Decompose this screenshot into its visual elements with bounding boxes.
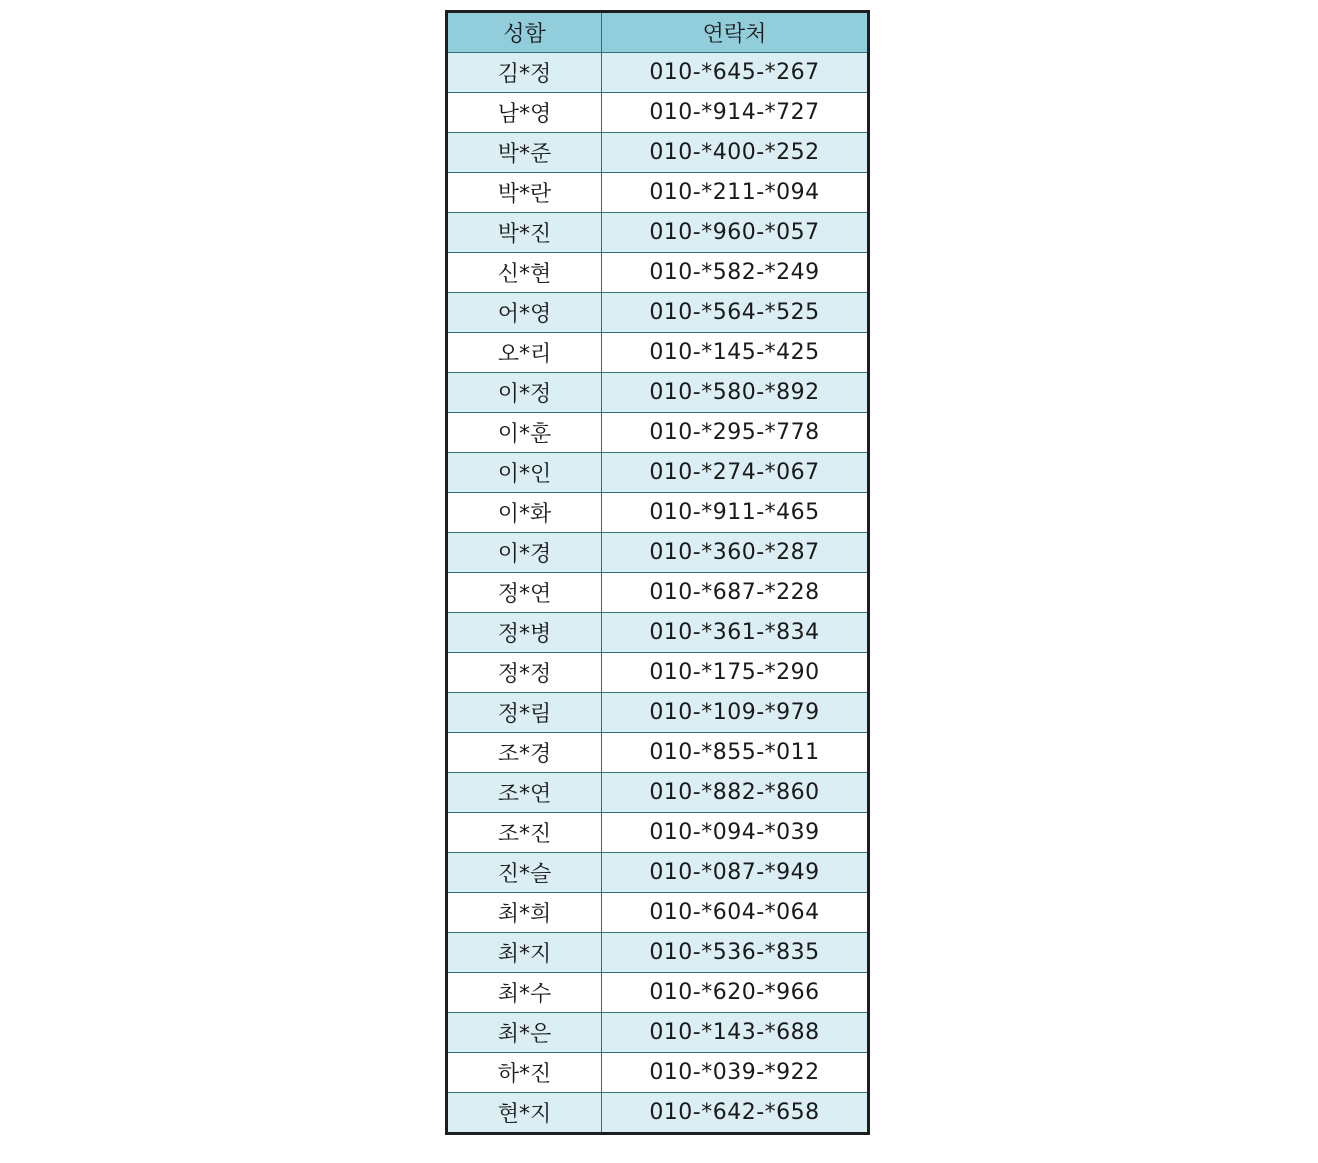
name-cell: 이*훈	[447, 413, 602, 453]
phone-cell: 010-*580-*892	[602, 373, 869, 413]
table-row	[447, 693, 869, 733]
table-row	[447, 933, 869, 973]
table-row	[447, 533, 869, 573]
table-row	[447, 133, 869, 173]
name-cell: 김*정	[447, 53, 602, 93]
table-row	[447, 213, 869, 253]
phone-cell: 010-*211-*094	[602, 173, 869, 213]
table-row	[447, 93, 869, 133]
column-header-phone: 연락처	[602, 12, 869, 53]
phone-cell: 010-*645-*267	[602, 53, 869, 93]
phone-cell: 010-*175-*290	[602, 653, 869, 693]
name-cell: 진*슬	[447, 853, 602, 893]
phone-cell: 010-*094-*039	[602, 813, 869, 853]
contact-table	[445, 10, 870, 1135]
table-row	[447, 333, 869, 373]
name-cell: 최*수	[447, 973, 602, 1013]
phone-cell: 010-*620-*966	[602, 973, 869, 1013]
phone-cell: 010-*911-*465	[602, 493, 869, 533]
phone-cell: 010-*145-*425	[602, 333, 869, 373]
name-cell: 정*연	[447, 573, 602, 613]
table-row	[447, 1013, 869, 1053]
name-cell: 박*란	[447, 173, 602, 213]
name-cell: 하*진	[447, 1053, 602, 1093]
phone-cell: 010-*914-*727	[602, 93, 869, 133]
table-row	[447, 893, 869, 933]
table-row	[447, 573, 869, 613]
phone-cell: 010-*855-*011	[602, 733, 869, 773]
name-cell: 신*현	[447, 253, 602, 293]
table-row	[447, 613, 869, 653]
column-header-name: 성함	[447, 12, 602, 53]
name-cell: 조*연	[447, 773, 602, 813]
name-cell: 이*화	[447, 493, 602, 533]
name-cell: 박*준	[447, 133, 602, 173]
phone-cell: 010-*039-*922	[602, 1053, 869, 1093]
name-cell: 최*지	[447, 933, 602, 973]
phone-cell: 010-*642-*658	[602, 1093, 869, 1134]
phone-cell: 010-*087-*949	[602, 853, 869, 893]
phone-cell: 010-*274-*067	[602, 453, 869, 493]
table-row	[447, 1053, 869, 1093]
table-row	[447, 773, 869, 813]
table-header	[447, 12, 869, 53]
table-row	[447, 373, 869, 413]
table-row	[447, 413, 869, 453]
phone-cell: 010-*604-*064	[602, 893, 869, 933]
phone-cell: 010-*400-*252	[602, 133, 869, 173]
name-cell: 박*진	[447, 213, 602, 253]
table-row	[447, 293, 869, 333]
table-row	[447, 453, 869, 493]
name-cell: 어*영	[447, 293, 602, 333]
name-cell: 정*병	[447, 613, 602, 653]
phone-cell: 010-*361-*834	[602, 613, 869, 653]
phone-cell: 010-*143-*688	[602, 1013, 869, 1053]
phone-cell: 010-*882-*860	[602, 773, 869, 813]
phone-cell: 010-*536-*835	[602, 933, 869, 973]
table-row	[447, 493, 869, 533]
name-cell: 이*인	[447, 453, 602, 493]
name-cell: 현*지	[447, 1093, 602, 1134]
name-cell: 이*경	[447, 533, 602, 573]
name-cell: 조*경	[447, 733, 602, 773]
phone-cell: 010-*960-*057	[602, 213, 869, 253]
name-cell: 정*림	[447, 693, 602, 733]
table-row	[447, 973, 869, 1013]
table-row	[447, 813, 869, 853]
name-cell: 이*정	[447, 373, 602, 413]
name-cell: 오*리	[447, 333, 602, 373]
name-cell: 정*정	[447, 653, 602, 693]
phone-cell: 010-*295-*778	[602, 413, 869, 453]
table-row	[447, 1093, 869, 1134]
phone-cell: 010-*360-*287	[602, 533, 869, 573]
table-row	[447, 53, 869, 93]
name-cell: 최*희	[447, 893, 602, 933]
phone-cell: 010-*109-*979	[602, 693, 869, 733]
phone-cell: 010-*564-*525	[602, 293, 869, 333]
name-cell: 최*은	[447, 1013, 602, 1053]
table-body	[447, 53, 869, 1134]
table-row	[447, 653, 869, 693]
name-cell: 조*진	[447, 813, 602, 853]
phone-cell: 010-*687-*228	[602, 573, 869, 613]
header-row	[447, 12, 869, 53]
table-row	[447, 253, 869, 293]
table-row	[447, 173, 869, 213]
phone-cell: 010-*582-*249	[602, 253, 869, 293]
table-row	[447, 733, 869, 773]
name-cell: 남*영	[447, 93, 602, 133]
table-row	[447, 853, 869, 893]
